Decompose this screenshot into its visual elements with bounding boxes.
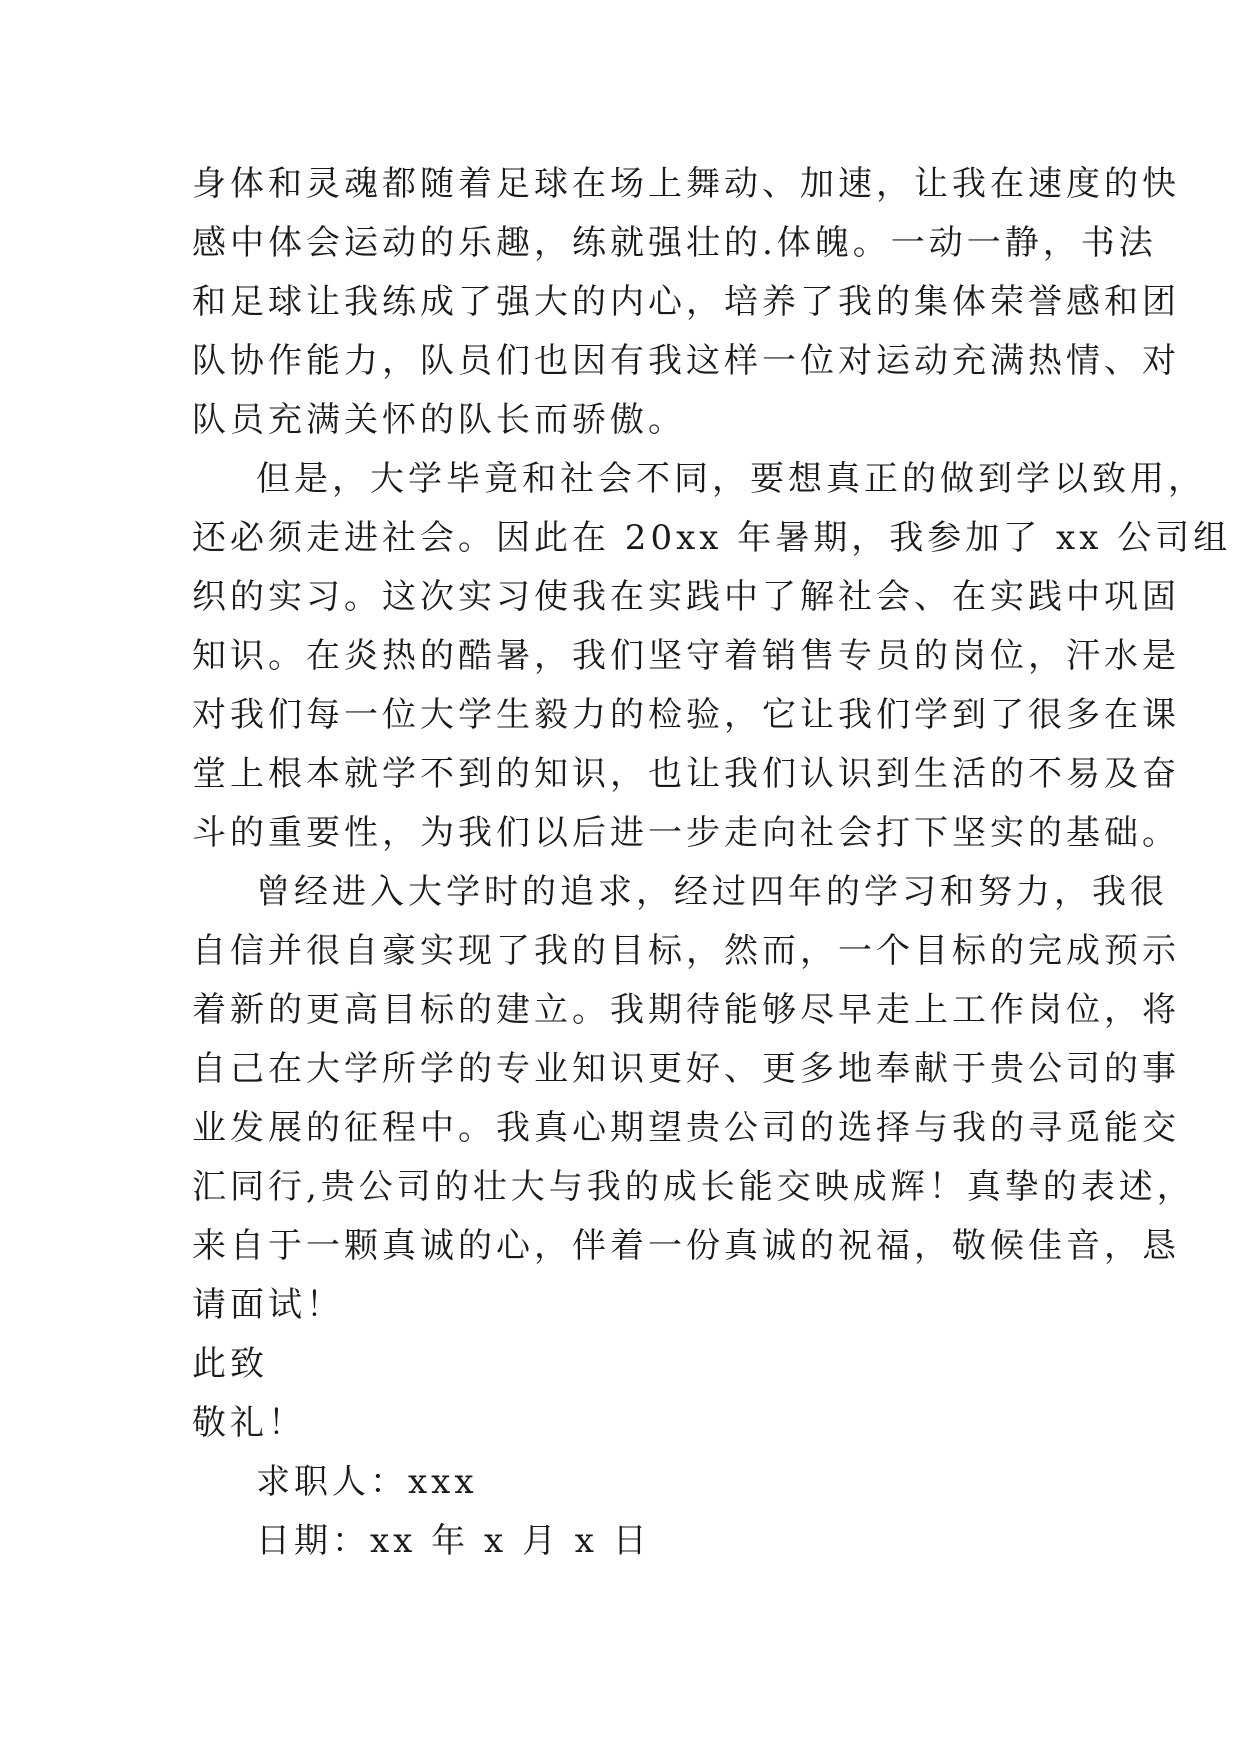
paragraph-2-line: 织的实习。这次实习使我在实践中了解社会、在实践中巩固 [192,577,1180,617]
paragraph-2-line: 知识。在炎热的酷暑，我们坚守着销售专员的岗位，汗水是 [192,636,1180,676]
paragraph-2-line: 对我们每一位大学生毅力的检验，它让我们学到了很多在课 [192,695,1180,735]
paragraph-3-line: 业发展的征程中。我真心期望贵公司的选择与我的寻觅能交 [192,1108,1180,1148]
closing-regards: 敬礼！ [192,1403,306,1443]
paragraph-3-line: 曾经进入大学时的追求，经过四年的学习和努力，我很 [256,872,1168,912]
paragraph-2-line: 还必须走进社会。因此在 20xx 年暑期，我参加了 xx 公司组 [192,518,1232,558]
paragraph-2-line: 堂上根本就学不到的知识，也让我们认识到生活的不易及奋 [192,754,1180,794]
letter-date: 日期：xx 年 x 月 x 日 [256,1521,651,1561]
paragraph-3-line: 自信并很自豪实现了我的目标，然而，一个目标的完成预示 [192,931,1180,971]
paragraph-2-line: 但是，大学毕竟和社会不同，要想真正的做到学以致用， [256,459,1206,499]
paragraph-3-line: 着新的更高目标的建立。我期待能够尽早走上工作岗位，将 [192,990,1180,1030]
paragraph-1-line: 和足球让我练成了强大的内心，培养了我的集体荣誉感和团 [192,282,1180,322]
closing-salutation: 此致 [192,1344,268,1384]
paragraph-3-line: 汇同行,贵公司的壮大与我的成长能交映成辉！真挚的表述， [192,1167,1195,1207]
paragraph-1-line: 队协作能力，队员们也因有我这样一位对运动充满热情、对 [192,341,1180,381]
letter-body [192,155,1232,1571]
paragraph-1-line: 感中体会运动的乐趣，练就强壮的.体魄。一动一静，书法 [192,223,1157,263]
paragraph-2-line: 斗的重要性，为我们以后进一步走向社会打下坚实的基础。 [192,813,1180,853]
paragraph-3-line: 自己在大学所学的专业知识更好、更多地奉献于贵公司的事 [192,1049,1180,1089]
paragraph-1-line: 身体和灵魂都随着足球在场上舞动、加速，让我在速度的快 [192,164,1180,204]
paragraph-3-line: 请面试！ [192,1285,344,1325]
paragraph-1-line: 队员充满关怀的队长而骄傲。 [192,400,686,440]
applicant-signature: 求职人：xxx [256,1462,478,1502]
paragraph-3-line: 来自于一颗真诚的心，伴着一份真诚的祝福，敬候佳音，恳 [192,1226,1180,1266]
